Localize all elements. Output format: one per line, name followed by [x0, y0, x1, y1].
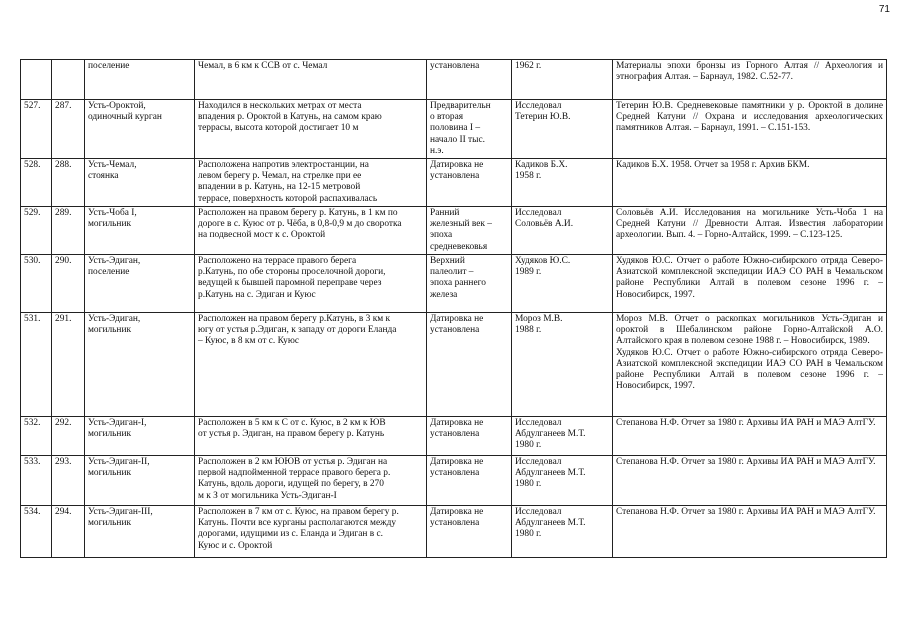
- cell-line: палеолит –: [430, 267, 474, 278]
- row-number-cell: 532.: [21, 417, 52, 456]
- row-number-cell: [21, 60, 52, 100]
- cell-line: могильник: [88, 518, 132, 529]
- row-number-cell: 527.: [21, 100, 52, 159]
- research-cell: [512, 456, 613, 506]
- research-cell: [512, 159, 613, 207]
- cell-line: Усть-Эдиган-III,: [88, 507, 153, 518]
- dating-cell: [427, 207, 512, 255]
- cell-line: впадения р. Ороктой в Катунь, на самом краю: [198, 112, 382, 123]
- location-cell: [195, 100, 427, 159]
- table-row: [21, 417, 887, 456]
- sources-cell: [613, 255, 887, 313]
- research-cell: [512, 313, 613, 417]
- cell-line: Тетерин Ю.В.: [515, 112, 571, 123]
- cell-line: югу от устья р.Эдиган, к западу от дороги Еланда: [198, 325, 397, 336]
- site-name-cell: [85, 159, 195, 207]
- site-name-cell: [85, 313, 195, 417]
- dating-cell: [427, 417, 512, 456]
- page-number: 71: [878, 4, 890, 15]
- district-number-cell: 289.: [52, 207, 85, 255]
- cell-line: Расположен на правом берегу р.Катунь, в 3 км к: [198, 314, 391, 325]
- location-cell: [195, 207, 427, 255]
- cell-line: Худяков Ю.С. Отчет о работе Южно-сибирского отряда Северо-Азиатской комплексной экспедиции ИАЭ СО РАН в Чемальском районе Республики Алтай в полевом сезоне 1996 г. – Новосибирск, 1997.: [616, 347, 883, 392]
- cell-line: железный век –: [430, 219, 492, 230]
- cell-line: Степанова Н.Ф. Отчет за 1980 г. Архивы ИА РАН и МАЭ АлтГУ.: [616, 507, 876, 518]
- research-cell: [512, 100, 613, 159]
- cell-line: Предварительн: [430, 101, 491, 111]
- cell-line: р.Катунь на с. Эдиган и Куюс: [198, 289, 316, 300]
- dating-cell: [427, 159, 512, 207]
- cell-line: Датировка не: [430, 160, 484, 171]
- cell-line: Ранний: [430, 208, 460, 219]
- table-row: [21, 100, 887, 159]
- cell-line: 1958 г.: [515, 171, 542, 182]
- cell-line: первой надпойменной террасе правого берега р.: [198, 468, 391, 479]
- cell-line: 1988 г.: [515, 325, 542, 336]
- cell-line: одиночный курган: [88, 112, 162, 123]
- cell-line: Катунь, вдоль дороги, идущей по берегу, в 270: [198, 479, 384, 490]
- cell-line: Исследовал: [515, 507, 562, 518]
- cell-line: Соловьёв А.И.: [515, 219, 574, 230]
- cell-line: 1980 г.: [515, 529, 542, 540]
- row-number-cell: 530.: [21, 255, 52, 313]
- sources-cell: [613, 313, 887, 417]
- location-cell: [195, 60, 427, 100]
- row-number-cell: 528.: [21, 159, 52, 207]
- district-number-cell: 290.: [52, 255, 85, 313]
- cell-line: террасы, высота которой достигает 10 м: [198, 123, 359, 134]
- research-cell: [512, 207, 613, 255]
- sources-cell: [613, 159, 887, 207]
- sources-cell: [613, 207, 887, 255]
- cell-line: установлена: [430, 325, 480, 336]
- cell-line: террасе, поверхность которой распахивалась: [198, 193, 378, 204]
- sources-cell: [613, 100, 887, 159]
- row-number-cell: 534.: [21, 506, 52, 558]
- cell-line: Мороз М.В. Отчет о раскопках могильников Усть-Эдиган и ороктой в Шебалинском районе Горно-Алтайской А.О. Алтайского края в полевом сезоне 1988 г. – Новосибирск, 1989.: [616, 314, 883, 347]
- cell-line: Усть-Эдиган-II,: [88, 457, 150, 468]
- cell-line: р.Катунь, по обе стороны проселочной дороги,: [198, 267, 386, 278]
- district-number-cell: [52, 60, 85, 100]
- cell-line: Худяков Ю.С. Отчет о работе Южно-сибирского отряда Северо-Азиатской комплексной экспедиции ИАЭ СО РАН в Чемальском районе Республики Алтай в полевом сезоне 1996 г. – Новосибирск, 1997.: [616, 256, 883, 300]
- research-cell: [512, 417, 613, 456]
- row-number-cell: 531.: [21, 313, 52, 417]
- sources-cell: [613, 506, 887, 558]
- cell-line: Расположен в 7 км от с. Куюс, на правом берегу р.: [198, 507, 399, 518]
- location-cell: [195, 255, 427, 313]
- sites-register-table: [20, 59, 887, 558]
- row-number-cell: 533.: [21, 456, 52, 506]
- cell-line: Исследовал: [515, 418, 562, 429]
- research-cell: [512, 60, 613, 100]
- cell-line: Верхний: [430, 256, 465, 267]
- table-row: [21, 255, 887, 313]
- cell-line: м к З от могильника Усть-Эдиган-I: [198, 490, 337, 501]
- district-number-cell: 293.: [52, 456, 85, 506]
- cell-line: Соловьёв А.И. Исследования на могильнике Усть-Чоба 1 на Средней Катуни // Древности Алтая. Известия лаборатории археологии. Вып. 4. – Горно-Алтайск, 1999. – С.123-125.: [616, 208, 883, 241]
- cell-line: стоянка: [88, 171, 119, 182]
- research-cell: [512, 255, 613, 313]
- cell-line: Усть-Чоба I,: [88, 208, 137, 219]
- cell-line: Расположен в 5 км к С от с. Куюс, в 2 км к ЮВ: [198, 418, 386, 429]
- cell-line: Катунь. Почти все курганы располагаются между: [198, 518, 397, 529]
- table-row: [21, 60, 887, 100]
- cell-line: половина I –: [430, 123, 481, 134]
- cell-line: Исследовал: [515, 208, 562, 219]
- cell-line: на подвесной мост к с. Ороктой: [198, 230, 326, 241]
- district-number-cell: 294.: [52, 506, 85, 558]
- cell-line: железа: [430, 289, 458, 300]
- site-name-cell: [85, 100, 195, 159]
- row-number-cell: 529.: [21, 207, 52, 255]
- cell-line: Датировка не: [430, 457, 484, 468]
- location-cell: [195, 506, 427, 558]
- cell-line: 1980 г.: [515, 440, 542, 451]
- site-name-cell: [85, 60, 195, 100]
- cell-line: Датировка не: [430, 418, 484, 429]
- cell-line: эпоха раннего: [430, 278, 486, 289]
- site-name-cell: [85, 417, 195, 456]
- site-name-cell: [85, 456, 195, 506]
- cell-line: Исследовал: [515, 457, 562, 468]
- cell-line: могильник: [88, 219, 132, 230]
- sources-cell: [613, 60, 887, 100]
- cell-line: Расположен на правом берегу р. Катунь, в 1 км по: [198, 208, 398, 219]
- cell-line: Расположен в 2 км ЮЮВ от устья р. Эдиган на: [198, 457, 388, 468]
- district-number-cell: 291.: [52, 313, 85, 417]
- cell-line: могильник: [88, 429, 132, 440]
- cell-line: Усть-Эдиган,: [88, 314, 141, 325]
- cell-line: установлена: [430, 468, 480, 479]
- dating-cell: [427, 506, 512, 558]
- cell-line: левом берегу р. Чемал, на стрелке при ее: [198, 171, 362, 182]
- cell-line: средневековья: [430, 241, 488, 252]
- cell-line: Кадиков Б.Х.: [515, 160, 568, 171]
- cell-line: Кадиков Б.Х. 1958. Отчет за 1958 г. Архив БКМ.: [616, 160, 810, 171]
- cell-line: Степанова Н.Ф. Отчет за 1980 г. Архивы ИА РАН и МАЭ АлтГУ.: [616, 457, 876, 468]
- table-row: [21, 456, 887, 506]
- research-cell: [512, 506, 613, 558]
- table-row: [21, 313, 887, 417]
- location-cell: [195, 313, 427, 417]
- cell-line: Материалы эпохи бронзы из Горного Алтая // Археология и этнография Алтая. – Барнаул, 1982. С.52-77.: [616, 61, 883, 83]
- cell-line: Усть-Эдиган,: [88, 256, 141, 267]
- cell-line: Абдулганеев М.Т.: [515, 468, 586, 479]
- cell-line: Мороз М.В.: [515, 314, 563, 325]
- cell-line: Находился в нескольких метрах от места: [198, 101, 362, 111]
- cell-line: Куюс и с. Ороктой: [198, 540, 273, 551]
- district-number-cell: 288.: [52, 159, 85, 207]
- cell-line: Датировка не: [430, 314, 484, 325]
- table-body: [21, 60, 887, 558]
- sources-cell: [613, 456, 887, 506]
- cell-line: ведущей к бывшей паромной переправе через: [198, 278, 382, 289]
- cell-line: могильник: [88, 325, 132, 336]
- cell-line: Расположена напротив электростанции, на: [198, 160, 369, 171]
- cell-line: поселение: [88, 267, 130, 278]
- cell-line: поселение: [88, 61, 130, 71]
- site-name-cell: [85, 207, 195, 255]
- dating-cell: [427, 255, 512, 313]
- cell-line: Абдулганеев М.Т.: [515, 429, 586, 440]
- location-cell: [195, 159, 427, 207]
- cell-line: установлена: [430, 171, 480, 182]
- cell-line: Абдулганеев М.Т.: [515, 518, 586, 529]
- cell-line: от устья р. Эдиган, на правом берегу р. Катунь: [198, 429, 385, 440]
- cell-line: эпоха: [430, 230, 453, 241]
- location-cell: [195, 417, 427, 456]
- cell-line: Исследовал: [515, 101, 562, 111]
- cell-line: 1989 г.: [515, 267, 542, 278]
- cell-line: установлена: [430, 61, 480, 71]
- dating-cell: [427, 313, 512, 417]
- cell-line: – Куюс, в 8 км от с. Куюс: [198, 336, 300, 347]
- cell-line: Датировка не: [430, 507, 484, 518]
- cell-line: впадении в р. Катунь, на 12-15 метровой: [198, 182, 361, 193]
- sources-cell: [613, 417, 887, 456]
- dating-cell: [427, 60, 512, 100]
- cell-line: дорогами, идущими из с. Еланда и Эдиган в с.: [198, 529, 383, 540]
- cell-line: установлена: [430, 518, 480, 529]
- cell-line: о вторая: [430, 112, 464, 123]
- district-number-cell: 292.: [52, 417, 85, 456]
- cell-line: Тетерин Ю.В. Средневековые памятники у р. Ороктой в долине Средней Катуни // Охрана и исследования археологических памятников Алтая. – Барнаул, 1991. – С.151-153.: [616, 101, 883, 134]
- cell-line: Усть-Чемал,: [88, 160, 137, 171]
- cell-line: Худяков Ю.С.: [515, 256, 571, 267]
- cell-line: дороге в с. Куюс от р. Чёба, в 0,8-0,9 м до своротка: [198, 219, 402, 230]
- table-row: [21, 207, 887, 255]
- cell-line: 1980 г.: [515, 479, 542, 490]
- cell-line: н.э.: [430, 145, 444, 156]
- site-name-cell: [85, 506, 195, 558]
- cell-line: установлена: [430, 429, 480, 440]
- table-row: [21, 506, 887, 558]
- cell-line: Расположено на террасе правого берега: [198, 256, 357, 267]
- site-name-cell: [85, 255, 195, 313]
- cell-line: Усть-Эдиган-I,: [88, 418, 147, 429]
- dating-cell: [427, 100, 512, 159]
- cell-line: Чемал, в 6 км к ССВ от с. Чемал: [198, 61, 328, 71]
- cell-line: 1962 г.: [515, 61, 542, 71]
- dating-cell: [427, 456, 512, 506]
- location-cell: [195, 456, 427, 506]
- cell-line: Усть-Ороктой,: [88, 101, 146, 111]
- table-row: [21, 159, 887, 207]
- cell-line: Степанова Н.Ф. Отчет за 1980 г. Архивы ИА РАН и МАЭ АлтГУ.: [616, 418, 876, 429]
- cell-line: начало II тыс.: [430, 134, 485, 145]
- district-number-cell: 287.: [52, 100, 85, 159]
- cell-line: могильник: [88, 468, 132, 479]
